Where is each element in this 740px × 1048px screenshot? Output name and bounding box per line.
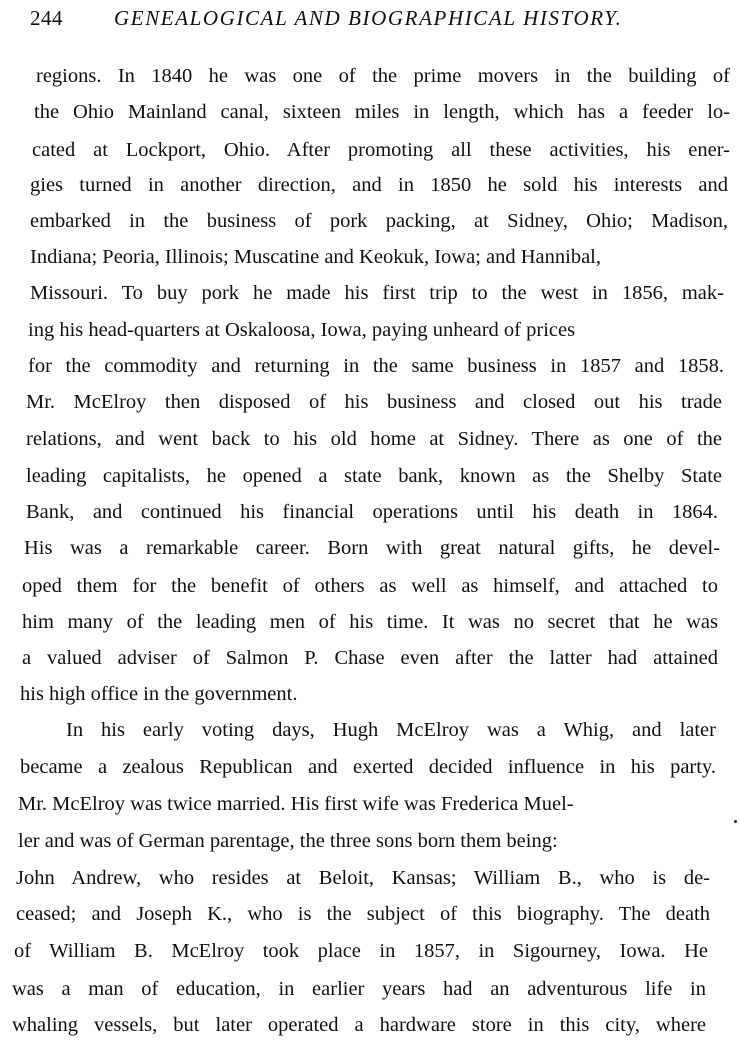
page-header [30, 4, 720, 38]
text-line: gies turned in another direction, and in 1850 he sold his interests and [30, 174, 728, 196]
text-line: was a man of education, in earlier years had an adventurous life in [12, 978, 706, 1000]
text-line: relations, and went back to his old home at Sidney. There as one of the [26, 428, 722, 450]
text-line: oped them for the benefit of others as well as himself, and attached to [22, 575, 718, 597]
text-line: Bank, and continued his financial operations until his death in 1864. [26, 501, 718, 523]
text-line: him many of the leading men of his time. It was no secret that he was [22, 611, 718, 633]
text-line: became a zealous Republican and exerted decided influence in his party. [20, 756, 716, 778]
text-line: his high office in the government. [20, 683, 298, 705]
text-line: ing his head-quarters at Oskaloosa, Iowa, paying unheard of prices [28, 319, 576, 341]
text-line: ler and was of German parentage, the three sons born them being: [18, 830, 558, 852]
text-line: In his early voting days, Hugh McElroy was a Whig, and later [66, 719, 716, 741]
text-line: the Ohio Mainland canal, sixteen miles in length, which has a feeder lo- [34, 101, 730, 123]
running-head: GENEALOGICAL AND BIOGRAPHICAL HISTORY. [114, 6, 623, 30]
text-line: Indiana; Peoria, Illinois; Muscatine and Keokuk, Iowa; and Hannibal, [30, 246, 602, 268]
text-line: cated at Lockport, Ohio. After promoting all these activities, his ener- [32, 139, 730, 161]
text-line: leading capitalists, he opened a state bank, known as the Shelby State [26, 465, 722, 487]
page-number: 244 [30, 6, 63, 30]
text-line: John Andrew, who resides at Beloit, Kansas; William B., who is de- [16, 867, 710, 889]
stray-ink-mark [734, 820, 737, 823]
text-line: a valued adviser of Salmon P. Chase even after the latter had attained [22, 647, 718, 669]
text-line: His was a remarkable career. Born with great natural gifts, he devel- [24, 537, 720, 559]
text-line: of William B. McElroy took place in 1857, in Sigourney, Iowa. He [14, 940, 708, 962]
text-line: Missouri. To buy pork he made his first trip to the west in 1856, mak- [30, 282, 724, 304]
text-line: whaling vessels, but later operated a hardware store in this city, where [12, 1014, 706, 1036]
text-line: Mr. McElroy was twice married. His first wife was Frederica Muel- [18, 793, 574, 815]
text-line: for the commodity and returning in the same business in 1857 and 1858. [28, 355, 724, 377]
text-line: regions. In 1840 he was one of the prime movers in the building of [36, 65, 730, 87]
text-line: Mr. McElroy then disposed of his business and closed out his trade [26, 391, 722, 413]
text-line: embarked in the business of pork packing, at Sidney, Ohio; Madison, [30, 210, 728, 232]
text-line: ceased; and Joseph K., who is the subject of this biography. The death [16, 903, 710, 925]
